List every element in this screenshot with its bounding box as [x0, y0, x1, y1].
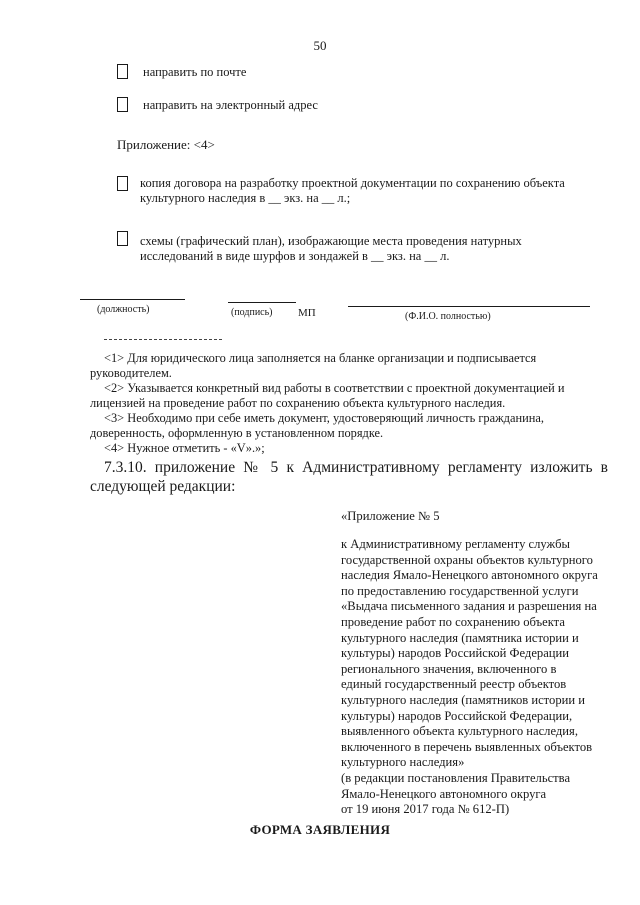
option-email-label: направить на электронный адрес — [143, 98, 318, 112]
attachment-label: Приложение: <4> — [117, 137, 215, 152]
checkbox-attachment-contract[interactable] — [117, 176, 128, 191]
signature-line — [228, 302, 296, 303]
attachment-scheme-line2: исследований в виде шурфов и зондажей в __ экз. на __ л. — [140, 249, 450, 263]
footnote-1-line1: <1> Для юридического лица заполняется на бланке организации и подписывается — [104, 351, 537, 365]
appendix-line: культуры) народов Российской Федерации, — [341, 708, 573, 723]
position-caption: (должность) — [97, 304, 150, 315]
position-line — [80, 299, 185, 300]
appendix-title: «Приложение № 5 — [341, 509, 440, 523]
appendix-line: к Административному регламенту службы — [341, 537, 570, 551]
checkbox-attachment-scheme[interactable] — [117, 231, 128, 246]
appendix-line: от 19 июня 2017 года № 612-П) — [341, 802, 510, 817]
appendix-line: «Выдача письменного задания и разрешения на — [341, 599, 597, 614]
footnotes — [90, 351, 608, 456]
appendix-line: государственной охраны объектов культурного — [341, 552, 593, 567]
amendment-line1: 7.3.10. приложение № 5 к Административному регламенту изложить в — [104, 459, 608, 476]
appendix-line: выявленного объекта культурного наследия, — [341, 724, 578, 739]
appendix-line: Ямало-Ненецкого автономного округа — [341, 786, 547, 801]
appendix-line: наследия Ямало-Ненецкого автономного округа — [341, 568, 598, 583]
checkbox-email[interactable] — [117, 97, 128, 112]
appendix-line: проведение работ по сохранению объекта — [341, 614, 565, 629]
form-title: ФОРМА ЗАЯВЛЕНИЯ — [249, 822, 391, 837]
stamp-caption: МП — [298, 307, 316, 319]
appendix-line: (в редакции постановления Правительства — [341, 770, 571, 785]
name-line — [348, 306, 590, 307]
appendix-line: культурного наследия (памятника истории и — [341, 630, 579, 645]
appendix-line: включенного в перечень выявленных объектов — [341, 739, 593, 754]
attachment-scheme-text — [140, 234, 600, 264]
attachment-contract-line1: копия договора на разработку проектной документации по сохранению объекта — [140, 176, 565, 190]
footnote-2-line2: лицензией на проведение работ по сохранению объекта культурного наследия. — [90, 396, 506, 410]
amendment-paragraph — [90, 458, 608, 496]
appendix-text — [341, 537, 621, 818]
attachment-scheme-line1: схемы (графический план), изображающие места проведения натурных — [140, 234, 522, 248]
footnote-3-line1: <3> Необходимо при себе иметь документ, удостоверяющий личность гражданина, — [104, 411, 544, 425]
appendix-line: культурного наследия» — [341, 755, 465, 770]
appendix-line: культуры) народов Российской Федерации — [341, 646, 570, 661]
footnote-4: <4> Нужное отметить - «V».»; — [104, 441, 265, 455]
footnote-2-line1: <2> Указывается конкретный вид работы в соответствии с проектной документацией и — [104, 381, 565, 395]
appendix-line: по предоставлению государственной услуги — [341, 583, 579, 598]
footnote-separator — [104, 339, 222, 340]
signature-caption: (подпись) — [231, 307, 273, 318]
attachment-contract-line2: культурного наследия в __ экз. на __ л.; — [140, 191, 351, 205]
footnote-1-line2: руководителем. — [90, 366, 172, 380]
appendix-line: регионального значения, включенного в — [341, 661, 557, 676]
name-caption: (Ф.И.О. полностью) — [405, 311, 491, 322]
appendix-line: единый государственный реестр объектов — [341, 677, 567, 692]
appendix-line: культурного наследия (памятников истории и — [341, 692, 585, 707]
attachment-contract-text — [140, 176, 600, 206]
page-number: 50 — [313, 38, 327, 53]
option-mail-label: направить по почте — [143, 65, 247, 79]
checkbox-mail[interactable] — [117, 64, 128, 79]
footnote-3-line2: доверенность, оформленную в установленном порядке. — [90, 426, 384, 440]
amendment-line2: следующей редакции: — [90, 478, 236, 495]
